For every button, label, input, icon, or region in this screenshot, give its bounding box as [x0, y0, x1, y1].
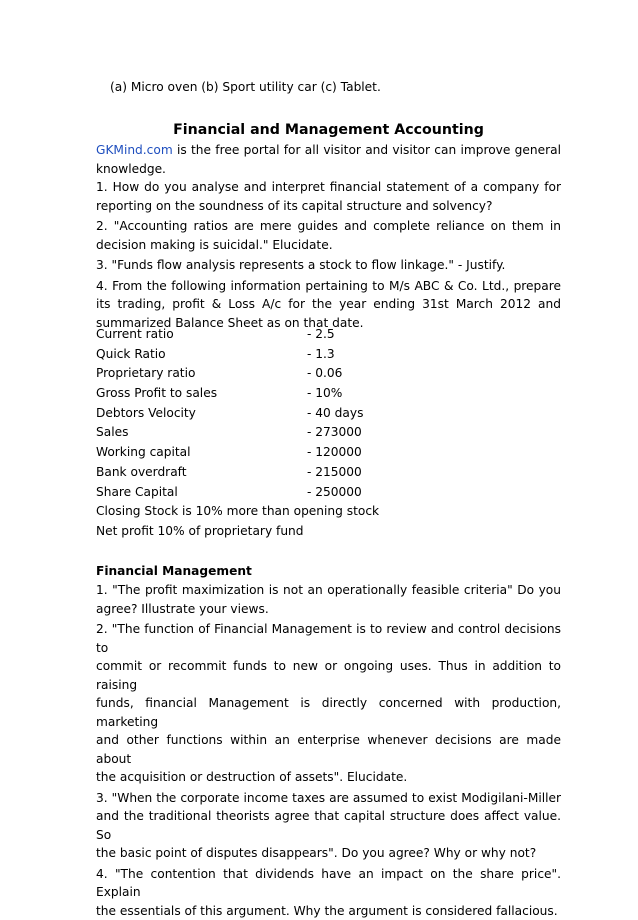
- ratio-value: - 250000: [307, 483, 362, 503]
- ratio-table: [96, 325, 561, 542]
- accounting-questions: [96, 141, 561, 332]
- question-line: reporting on the soundness of its capital structure and solvency?: [96, 197, 561, 216]
- ratio-value: - 120000: [307, 443, 362, 463]
- question-line: 3. "When the corporate income taxes are assumed to exist Modigilani-Miller: [96, 789, 561, 808]
- question-line: 2. "The function of Financial Management is to review and control decisions to: [96, 620, 561, 657]
- ratio-label: Sales: [96, 423, 128, 443]
- intro-line-2: knowledge.: [96, 160, 561, 179]
- accounting-question-1: [96, 178, 561, 215]
- question-line: commit or recommit funds to new or ongoing uses. Thus in addition to raising: [96, 657, 561, 694]
- question-line: summarized Balance Sheet as on that date.: [96, 314, 561, 333]
- fm-question-3: [96, 789, 561, 863]
- question-line: and the traditional theorists agree that capital structure does affect value. So: [96, 807, 561, 844]
- gkmind-link[interactable]: GKMind.com: [96, 143, 173, 157]
- ratio-label: Bank overdraft: [96, 463, 187, 483]
- question-line: 1. "The profit maximization is not an operationally feasible criteria" Do you: [96, 581, 561, 600]
- ratio-value: - 273000: [307, 423, 362, 443]
- question-line: its trading, profit & Loss A/c for the year ending 31st March 2012 and: [96, 295, 561, 314]
- ratio-row: [96, 443, 561, 463]
- question-line: funds, financial Management is directly concerned with production, marketing: [96, 694, 561, 731]
- question-line: 3. "Funds flow analysis represents a stock to flow linkage." - Justify.: [96, 256, 561, 275]
- question-line: agree? Illustrate your views.: [96, 600, 561, 619]
- fm-question-4: [96, 865, 561, 920]
- intro-paragraph: [96, 141, 561, 178]
- ratio-row: [96, 384, 561, 404]
- ratio-value: - 2.5: [307, 325, 335, 345]
- ratio-value: - 0.06: [307, 364, 342, 384]
- ratio-value: - 1.3: [307, 345, 335, 365]
- fm-question-1: [96, 581, 561, 618]
- accounting-question-4: [96, 277, 561, 333]
- ratio-label: Proprietary ratio: [96, 364, 195, 384]
- intro-line-1-rest: is the free portal for all visitor and visitor can improve general: [173, 143, 561, 157]
- question-line: 2. "Accounting ratios are mere guides and complete reliance on them in: [96, 217, 561, 236]
- accounting-question-2: [96, 217, 561, 254]
- section-heading: Financial and Management Accounting: [96, 120, 561, 140]
- question-line: 4. "The contention that dividends have an impact on the share price". Explain: [96, 865, 561, 902]
- question-list: [96, 178, 561, 332]
- ratio-row: [96, 423, 561, 443]
- fm-section-title: Financial Management: [96, 562, 561, 581]
- accounting-question-3: [96, 256, 561, 275]
- intro-line-1: [96, 141, 561, 160]
- ratio-label: Gross Profit to sales: [96, 384, 217, 404]
- ratio-label: Working capital: [96, 443, 191, 463]
- ratio-row: [96, 404, 561, 424]
- ratio-label: Share Capital: [96, 483, 178, 503]
- ratio-row: [96, 345, 561, 365]
- question-line: 4. From the following information pertaining to M/s ABC & Co. Ltd., prepare: [96, 277, 561, 296]
- fm-question-list: [96, 581, 561, 920]
- ratio-label: Current ratio: [96, 325, 174, 345]
- ratio-row: [96, 325, 561, 345]
- question-line: the essentials of this argument. Why the argument is considered fallacious.: [96, 902, 561, 920]
- question-line: 1. How do you analyse and interpret financial statement of a company for: [96, 178, 561, 197]
- ratio-value: - 10%: [307, 384, 342, 404]
- question-line: decision making is suicidal." Elucidate.: [96, 236, 561, 255]
- ratio-label: Debtors Velocity: [96, 404, 196, 424]
- note-line: Closing Stock is 10% more than opening stock: [96, 502, 561, 522]
- ratio-row: [96, 364, 561, 384]
- note-line: Net profit 10% of proprietary fund: [96, 522, 561, 542]
- question-line: the acquisition or destruction of assets". Elucidate.: [96, 768, 561, 787]
- question-line: and other functions within an enterprise whenever decisions are made about: [96, 731, 561, 768]
- financial-management-section: [96, 562, 561, 920]
- ratio-value: - 215000: [307, 463, 362, 483]
- ratio-row: [96, 463, 561, 483]
- fm-question-2: [96, 620, 561, 787]
- options-line: (a) Micro oven (b) Sport utility car (c) Tablet.: [110, 78, 381, 96]
- ratio-row: [96, 483, 561, 503]
- question-line: the basic point of disputes disappears". Do you agree? Why or why not?: [96, 844, 561, 863]
- ratio-value: - 40 days: [307, 404, 363, 424]
- ratio-label: Quick Ratio: [96, 345, 166, 365]
